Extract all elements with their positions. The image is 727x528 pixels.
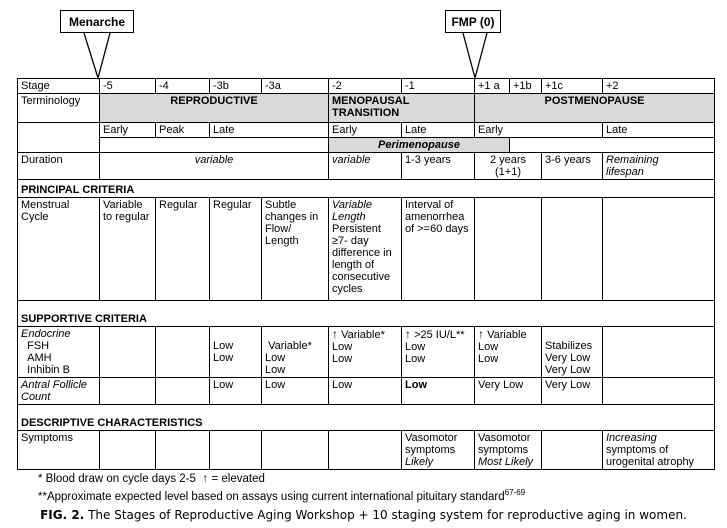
duration-post-1c: 3-6 years	[542, 153, 603, 180]
figure-caption	[0, 508, 727, 522]
menstrual-s2	[329, 198, 402, 301]
empty-cell	[542, 431, 603, 470]
endocrine-post-1c	[542, 327, 603, 378]
principal-row	[18, 180, 715, 198]
stage-cell: -3a	[262, 79, 329, 94]
descriptive-row	[18, 405, 715, 431]
stage-cell: -1	[402, 79, 475, 94]
menstrual-s2-rest: Persistent ≥7- day difference in length of consecutive cycles	[332, 223, 392, 295]
antral-label: Antral Follicle Count	[18, 378, 100, 405]
empty-cell	[603, 378, 715, 405]
stage-cell: -3b	[210, 79, 262, 94]
empty-cell	[100, 327, 156, 378]
duration-reproductive: variable	[100, 153, 329, 180]
symptoms-post	[475, 431, 542, 470]
symptoms-late-increasing: Increasing	[606, 432, 657, 444]
endocrine-value: Low	[213, 352, 234, 364]
subphase-row	[18, 123, 715, 138]
subphase-early: Early	[329, 123, 402, 138]
empty-cell	[262, 431, 329, 470]
stage-cell: -4	[156, 79, 210, 94]
symptoms-label: Symptoms	[18, 431, 100, 470]
perimenopause-term: Perimenopause	[329, 138, 510, 153]
endocrine-row	[18, 327, 715, 378]
perimenopause-row	[18, 138, 715, 153]
antral-s3a: Low	[262, 378, 329, 405]
menstrual-row	[18, 198, 715, 301]
subphase-peak: Peak	[156, 123, 210, 138]
symptoms-row	[18, 431, 715, 470]
subphase-early: Early	[100, 123, 156, 138]
menstrual-s5: Variable to regular	[100, 198, 156, 301]
endocrine-value: Very Low	[545, 352, 591, 364]
stage-cell: +1b	[510, 79, 542, 94]
duration-post-early-a: 2 years	[489, 154, 527, 166]
subphase-late: Late	[210, 123, 329, 138]
duration-transition-early: variable	[329, 153, 402, 180]
duration-post-late-a: Remaining	[606, 154, 659, 166]
menstrual-s3b: Regular	[210, 198, 262, 301]
endocrine-value: Low	[405, 341, 426, 353]
empty-cell	[329, 431, 402, 470]
symptoms-post-text: Vasomotor symptoms	[478, 432, 531, 456]
empty-cell	[603, 327, 715, 378]
endocrine-value: Very Low	[545, 364, 591, 376]
subphase-label	[18, 123, 100, 153]
principal-criteria-heading: PRINCIPAL CRITERIA	[18, 180, 715, 198]
stage-cell: +2	[603, 79, 715, 94]
reproductive-term: REPRODUCTIVE	[100, 94, 329, 123]
postmenopause-term: POSTMENOPAUSE	[475, 94, 715, 123]
duration-post-early-b: (1+1)	[495, 166, 521, 178]
stage-cell: +1 a	[475, 79, 510, 94]
transition-term: MENOPAUSAL TRANSITION	[329, 94, 475, 123]
endocrine-label	[18, 327, 100, 378]
empty-cell	[156, 431, 210, 470]
symptoms-late	[603, 431, 715, 470]
antral-post-1c: Very Low	[542, 378, 603, 405]
endocrine-s3a	[262, 327, 329, 378]
antral-s2: Low	[329, 378, 402, 405]
stage-cell: -2	[329, 79, 402, 94]
symptoms-s1-text: Vasomotor symptoms	[405, 432, 458, 456]
footnote-2-sup: 67-69	[504, 488, 526, 497]
descriptive-heading: DESCRIPTIVE CHARACTERISTICS	[18, 405, 715, 431]
footnote-2-text: **Approximate expected level based on assays using current international pituitary standard	[38, 490, 505, 503]
empty-cell	[603, 198, 715, 301]
empty-cell	[475, 198, 542, 301]
menstrual-s3a: Subtle changes in Flow/ Length	[262, 198, 329, 301]
endocrine-value: >25 IU/L**	[414, 329, 465, 341]
empty-cell	[100, 378, 156, 405]
endocrine-value: Variable	[487, 329, 527, 341]
endocrine-value: Low	[478, 353, 499, 365]
fmp-callout: FMP (0)	[445, 10, 501, 33]
stage-cell: +1c	[542, 79, 603, 94]
amh-label: AMH	[27, 352, 52, 364]
subphase-late: Late	[603, 123, 715, 138]
empty-cell	[156, 378, 210, 405]
stage-label: Stage	[18, 79, 100, 94]
empty-cell	[100, 138, 329, 153]
menarche-callout: Menarche	[60, 10, 134, 33]
footnote-1-elevated: = elevated	[211, 473, 265, 485]
footnote-1-text: * Blood draw on cycle days 2-5	[38, 473, 196, 485]
supportive-row	[18, 301, 715, 327]
footnote-1	[38, 471, 525, 486]
endocrine-s2	[329, 327, 402, 378]
duration-post-late	[603, 153, 715, 180]
up-arrow-icon: ↑	[405, 327, 411, 341]
endocrine-value: Variable*	[341, 329, 385, 341]
endocrine-value: Low	[405, 353, 426, 365]
menstrual-label: Menstrual Cycle	[18, 198, 100, 301]
symptoms-post-likely: Most Likely	[478, 456, 534, 468]
duration-row	[18, 153, 715, 180]
menstrual-s2-italic: Variable Length	[332, 199, 372, 223]
endocrine-value: Low	[265, 352, 286, 364]
endocrine-value: Variable*	[268, 340, 312, 352]
antral-s1: Low	[402, 378, 475, 405]
antral-post-early: Very Low	[475, 378, 542, 405]
duration-transition-late: 1-3 years	[402, 153, 475, 180]
stage-row	[18, 79, 715, 94]
empty-cell	[156, 327, 210, 378]
up-arrow-icon: ↑	[478, 327, 484, 341]
endocrine-value: Low	[332, 353, 353, 365]
up-arrow-icon: ↑	[332, 327, 338, 341]
terminology-label: Terminology	[18, 94, 100, 123]
terminology-row	[18, 94, 715, 123]
antral-row	[18, 378, 715, 405]
endocrine-value: Low	[478, 341, 499, 353]
empty-cell	[210, 431, 262, 470]
endocrine-value: Low	[265, 364, 286, 376]
subphase-late: Late	[402, 123, 475, 138]
antral-s3b: Low	[210, 378, 262, 405]
symptoms-s1	[402, 431, 475, 470]
menstrual-s1: Interval of amenorrhea of >=60 days	[402, 198, 475, 301]
duration-post-early	[475, 153, 542, 180]
duration-label: Duration	[18, 153, 100, 180]
symptoms-late-text: symptoms of urogenital atrophy	[606, 444, 695, 468]
endocrine-post-early	[475, 327, 542, 378]
duration-post-late-b: lifespan	[606, 166, 644, 178]
up-arrow-icon: ↑	[202, 471, 209, 485]
staging-table	[17, 78, 715, 470]
empty-cell	[100, 431, 156, 470]
endocrine-s1	[402, 327, 475, 378]
symptoms-s1-likely: Likely	[405, 456, 434, 468]
endocrine-value: Stabilizes	[545, 340, 593, 352]
endocrine-value: Low	[213, 340, 234, 352]
fsh-label: FSH	[27, 340, 50, 352]
endocrine-value: Low	[332, 341, 353, 353]
endocrine-s3b	[210, 327, 262, 378]
stage-cell: -5	[100, 79, 156, 94]
endocrine-label-text: Endocrine	[21, 328, 71, 340]
caption-label: FIG. 2.	[40, 508, 85, 522]
empty-cell	[542, 198, 603, 301]
empty-cell	[510, 138, 715, 153]
supportive-criteria-heading: SUPPORTIVE CRITERIA	[18, 301, 715, 327]
caption-text: The Stages of Reproductive Aging Workshop + 10 staging system for reproductive aging in women.	[84, 508, 687, 522]
footnotes	[38, 471, 525, 504]
subphase-early: Early	[475, 123, 603, 138]
inhibin-label: Inhibin B	[27, 364, 70, 376]
footnote-2	[38, 486, 525, 504]
menstrual-s4: Regular	[156, 198, 210, 301]
